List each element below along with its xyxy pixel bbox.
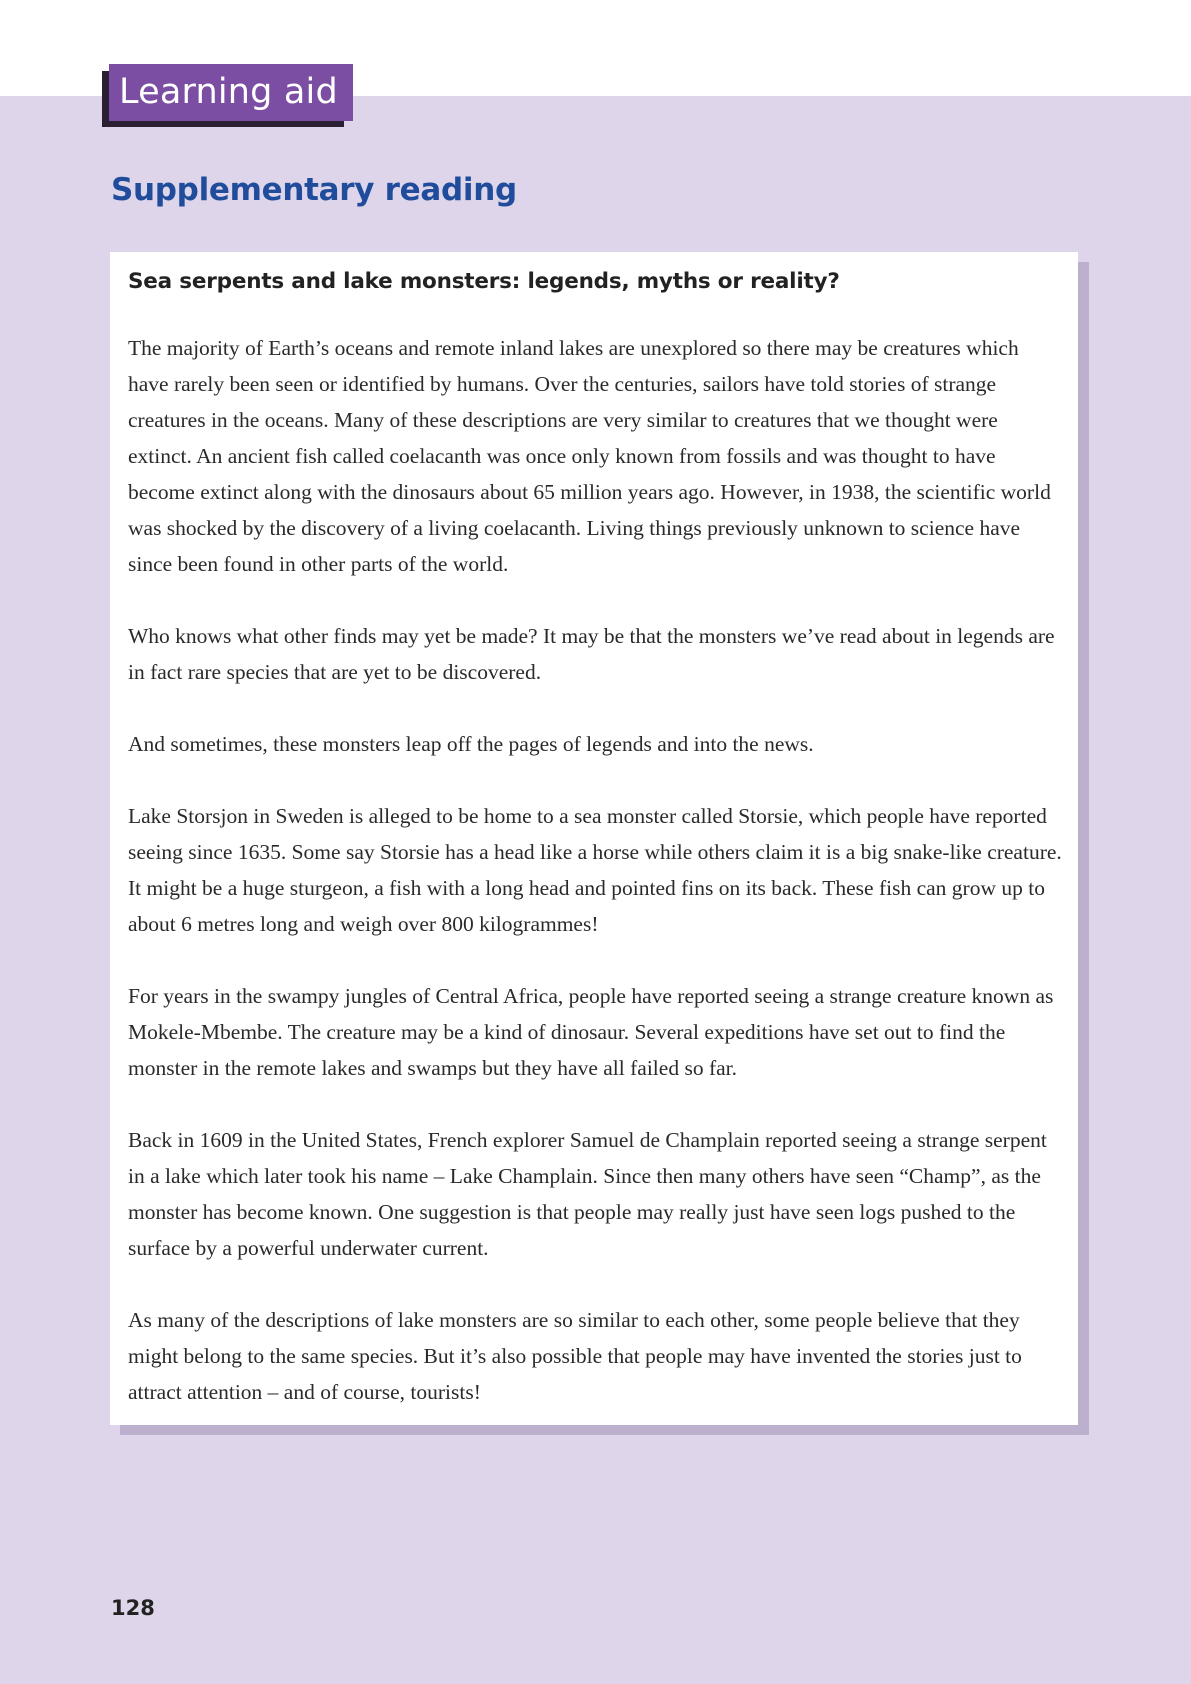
article-paragraph: As many of the descriptions of lake monsters are so similar to each other, some people believe that they might belong to the same species. But it’s also possible that people may have invented the stories just to attract attention – and of course, tourists!	[128, 1308, 1022, 1404]
article-paragraph: The majority of Earth’s oceans and remote inland lakes are unexplored so there may be creatures which have rarely been seen or identified by humans. Over the centuries, sailors have told stories of strange creatures in the oceans. Many of these descriptions are very similar to creatures that we thought were extinct. An ancient fish called coelacanth was once only known from fossils and was thought to have become extinct along with the dinosaurs about 65 million years ago. However, in 1938, the scientific world was shocked by the discovery of a living coelacanth. Living things previously unknown to science have since been found in other parts of the world.	[128, 336, 1051, 576]
article-card	[110, 252, 1078, 1425]
article-paragraph: Lake Storsjon in Sweden is alleged to be home to a sea monster called Storsie, which people have reported seeing since 1635. Some say Storsie has a head like a horse while others claim it is a big snake-like creature. It might be a huge sturgeon, a fish with a long head and pointed fins on its back. These fish can grow up to about 6 metres long and weigh over 800 kilogrammes!	[128, 804, 1062, 936]
section-title: Supplementary reading	[111, 172, 517, 208]
article-title: Sea serpents and lake monsters: legends, myths or reality?	[128, 269, 840, 294]
article-paragraph: Back in 1609 in the United States, French explorer Samuel de Champlain reported seeing a strange serpent in a lake which later took his name – Lake Champlain. Since then many others have seen “Champ”, as the monster has become known. One suggestion is that people may really just have seen logs pushed to the surface by a powerful underwater current.	[128, 1128, 1047, 1260]
article-paragraph: And sometimes, these monsters leap off the pages of legends and into the news.	[128, 732, 814, 756]
article-paragraph: Who knows what other finds may yet be made? It may be that the monsters we’ve read about in legends are in fact rare species that are yet to be discovered.	[128, 624, 1055, 684]
article-paragraph: For years in the swampy jungles of Central Africa, people have reported seeing a strange creature known as Mokele-Mbembe. The creature may be a kind of dinosaur. Several expeditions have set out to find the monster in the remote lakes and swamps but they have all failed so far.	[128, 984, 1054, 1080]
learning-aid-tag: Learning aid	[109, 64, 353, 121]
page-number: 128	[111, 1596, 155, 1620]
